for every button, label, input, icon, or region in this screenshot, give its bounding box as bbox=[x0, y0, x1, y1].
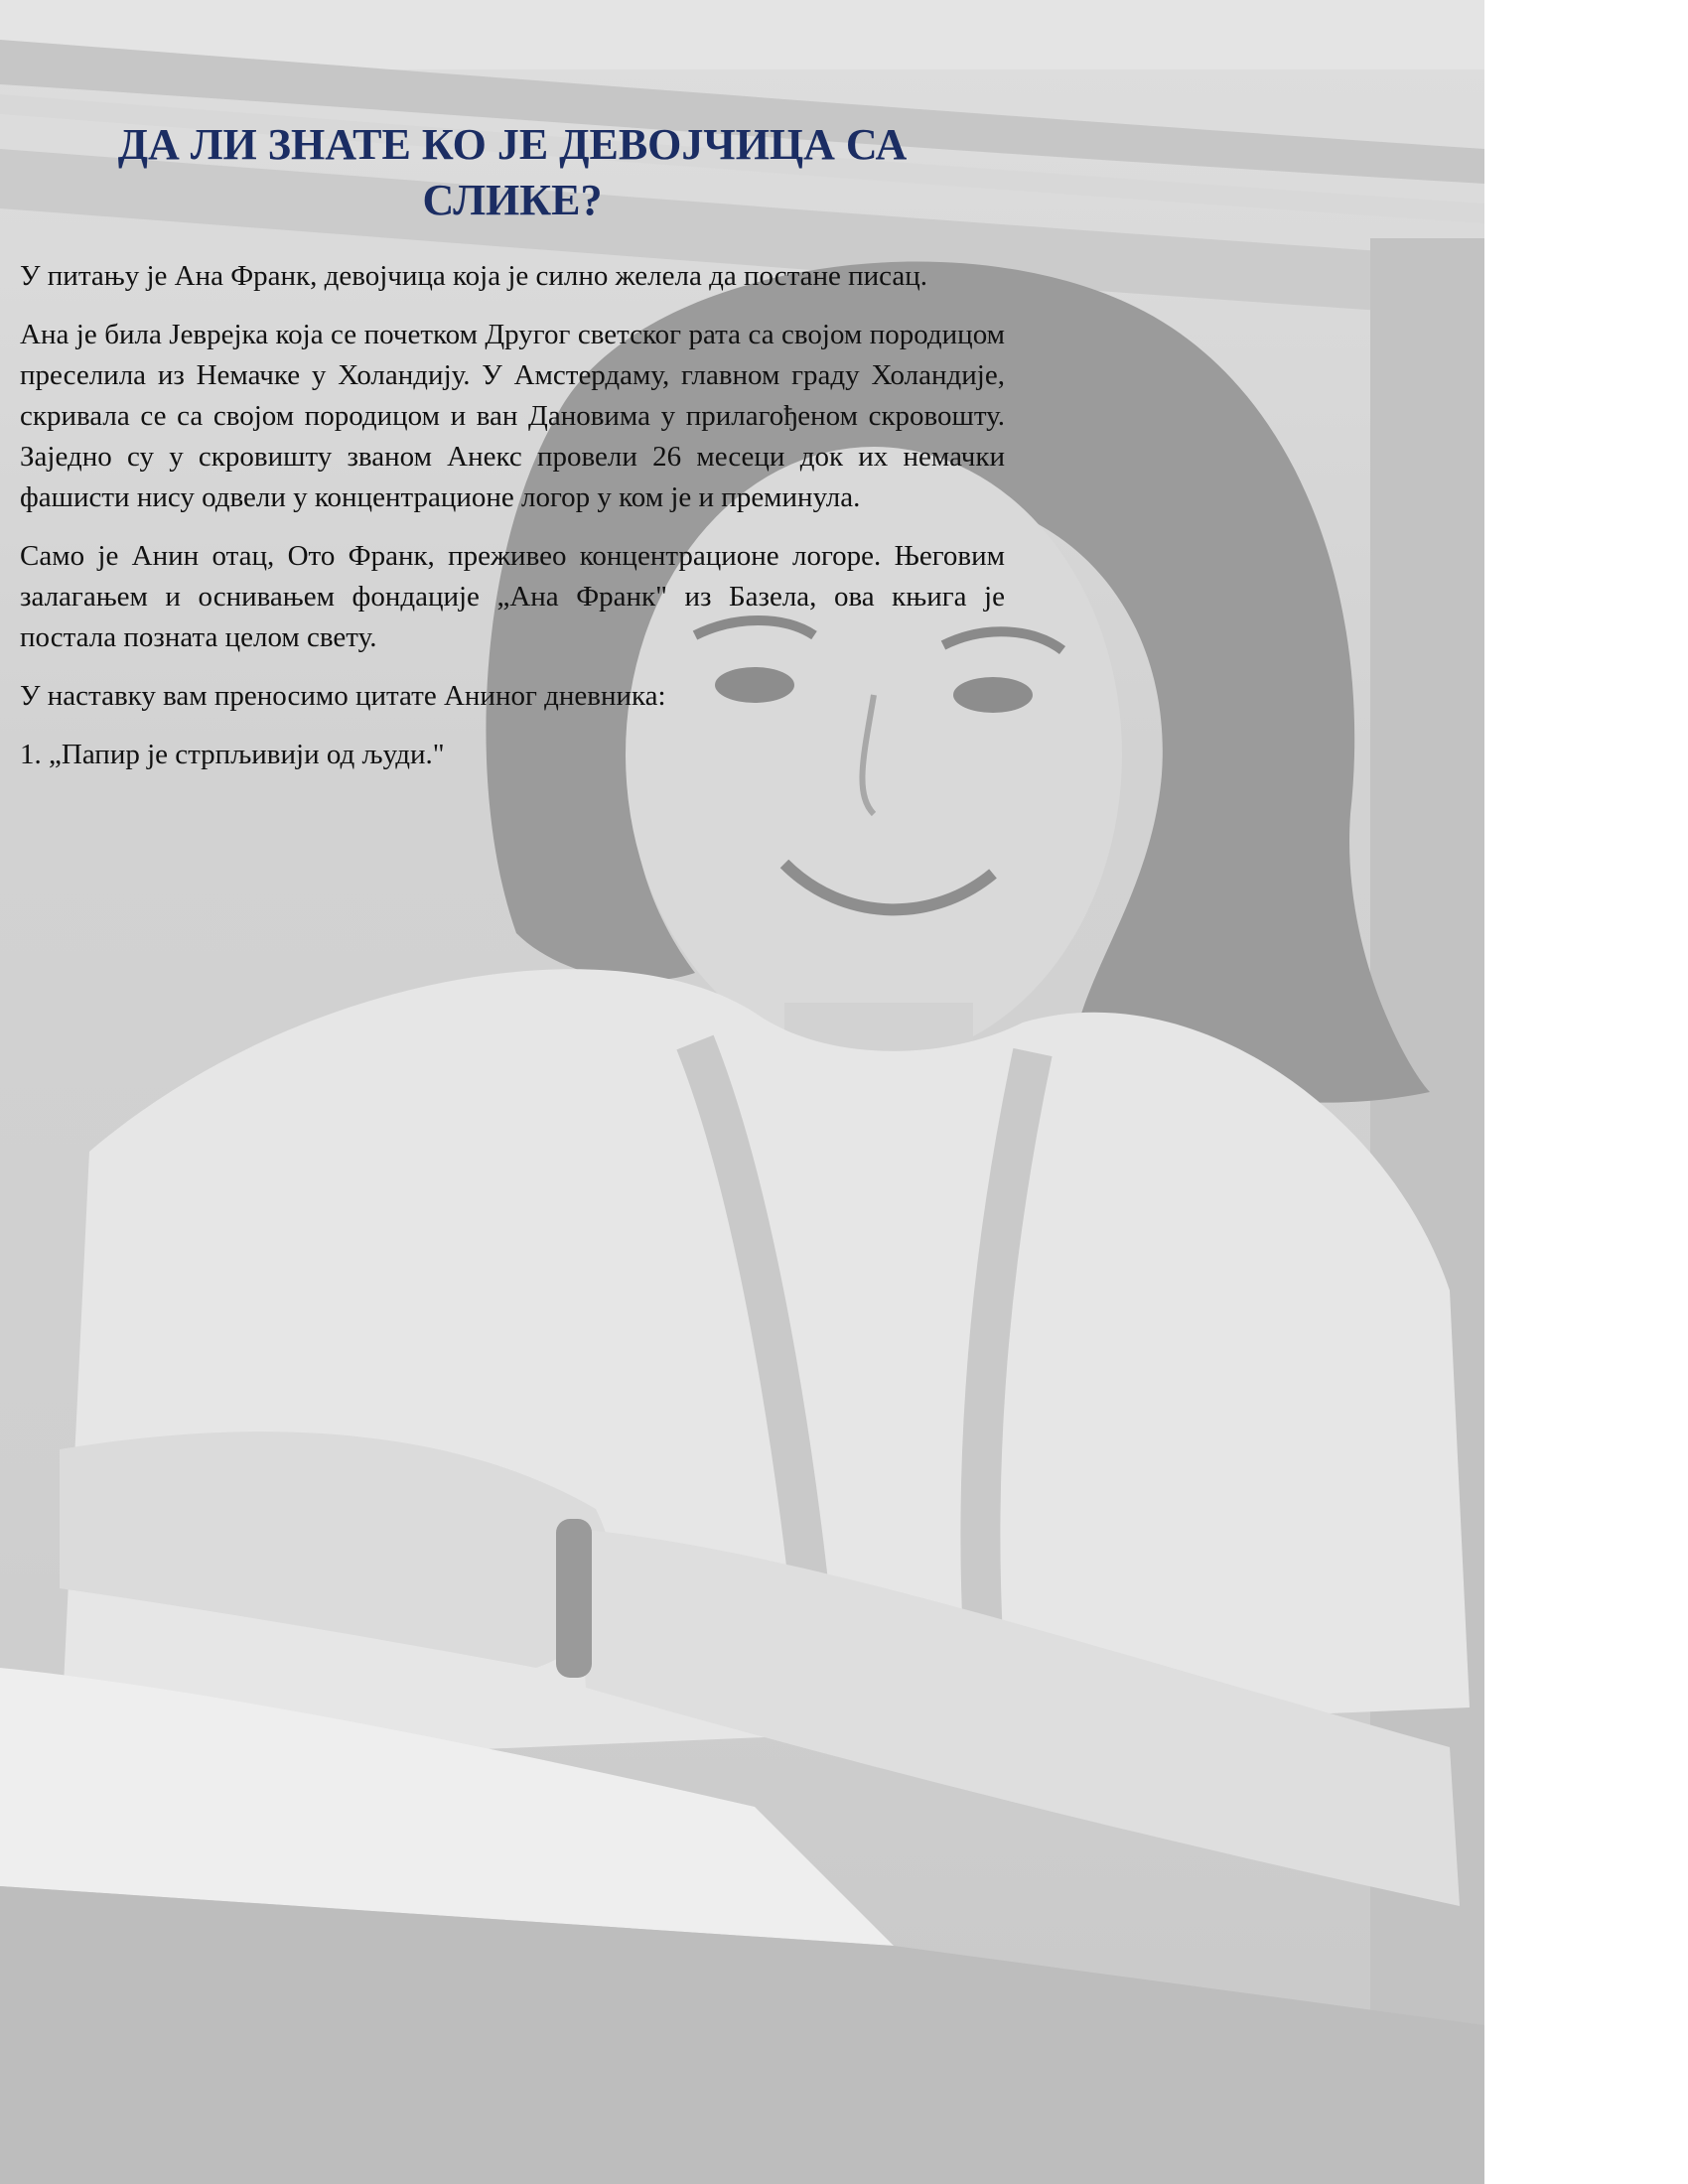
quote-item-1: 1. „Папир је стрпљивији од људи." bbox=[20, 739, 445, 770]
paragraph-quotes-intro: У наставку вам преносимо цитате Аниног дневника: bbox=[20, 680, 666, 712]
paragraph-intro: У питању је Ана Франк, девојчица која је силно желела да постане писац. bbox=[20, 260, 928, 292]
paragraph-history: Ана је била Јеврејка која се почетком Другог светског рата са својом породицом преселила из Немачке у Холандију. У Амстердаму, главном граду Холандије, скривала се са својом породицом и ван Дановима у прилагођеном скровошту. Заједно су у скровишту званом Анекс провели 26 месеци док их немачки фашисти нису одвели у концентрационе логор у ком је и преминула. bbox=[20, 319, 1005, 513]
article-content bbox=[20, 117, 1005, 793]
paragraph-otto-frank: Само је Анин отац, Ото Франк, преживео концентрационе логоре. Његовим залагањем и оснивањем фондације „Ана Франк" из Базела, ова књига је постала позната целом свету. bbox=[20, 540, 1005, 653]
page-title: ДА ЛИ ЗНАТЕ КО ЈЕ ДЕВОЈЧИЦА СА СЛИКЕ? bbox=[117, 120, 908, 224]
